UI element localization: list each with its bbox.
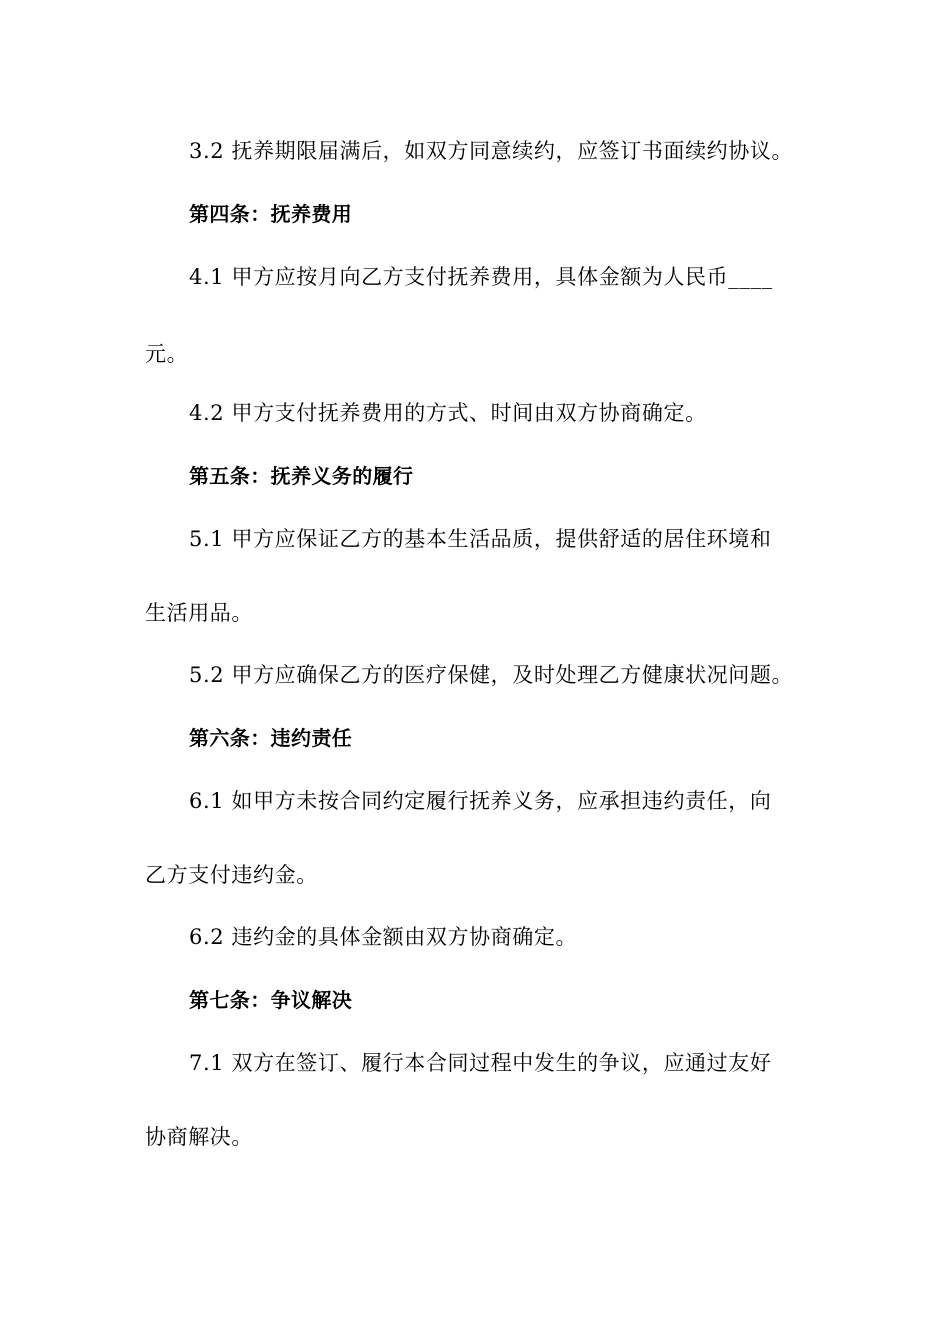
clause-4-1: 4.1 甲方应按月向乙方支付抚养费用，具体金额为人民币____ xyxy=(189,265,773,289)
clause-7-1-continued: 协商解决。 xyxy=(145,1125,253,1149)
clause-3-2: 3.2 抚养期限届满后，如双方同意续约，应签订书面续约协议。 xyxy=(189,139,794,163)
article-4-heading: 第四条：抚养费用 xyxy=(189,202,353,226)
clause-7-1: 7.1 双方在签订、履行本合同过程中发生的争议，应通过友好 xyxy=(189,1051,772,1075)
clause-5-1-continued: 生活用品。 xyxy=(145,601,253,625)
article-6-heading: 第六条：违约责任 xyxy=(189,726,353,750)
clause-5-2: 5.2 甲方应确保乙方的医疗保健，及时处理乙方健康状况问题。 xyxy=(189,663,794,687)
clause-6-1: 6.1 如甲方未按合同约定履行抚养义务，应承担违约责任，向 xyxy=(189,789,772,813)
clause-6-1-continued: 乙方支付违约金。 xyxy=(145,863,318,887)
clause-6-2: 6.2 违约金的具体金额由双方协商确定。 xyxy=(189,925,578,949)
article-5-heading: 第五条：抚养义务的履行 xyxy=(189,464,414,488)
clause-4-2: 4.2 甲方支付抚养费用的方式、时间由双方协商确定。 xyxy=(189,401,707,425)
clause-4-1-continued: 元。 xyxy=(145,342,189,366)
clause-5-1: 5.1 甲方应保证乙方的基本生活品质，提供舒适的居住环境和 xyxy=(189,527,772,551)
article-7-heading: 第七条：争议解决 xyxy=(189,988,353,1012)
